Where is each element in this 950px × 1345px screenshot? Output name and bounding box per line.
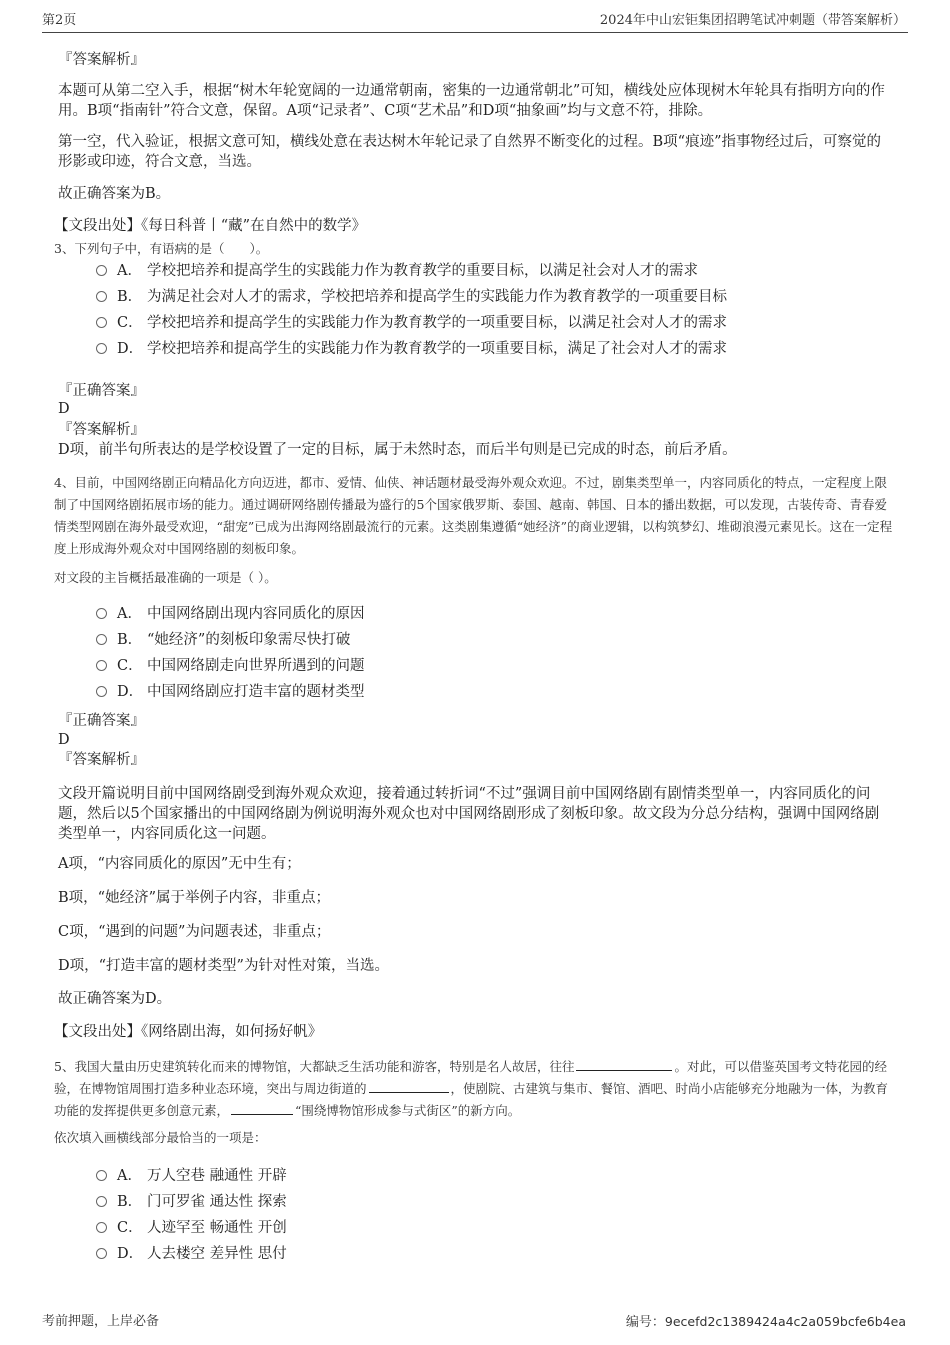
q2-analysis-para1: 本题可从第二空入手，根据“树木年轮宽阔的一边通常朝南，密集的一边通常朝北”可知，横线处应体现树木年轮具有指明方向的作用。B项“指南针”符合文意，保留。A项“记录者”、C项“艺术品”和D项“抽象画”均与文意不符，排除。	[58, 83, 885, 119]
document-title: 2024年中山宏钜集团招聘笔试冲刺题（带答案解析）	[599, 13, 906, 28]
fill-blank-1[interactable]	[576, 1056, 672, 1071]
q4-passage: 4、目前，中国网络剧正向精品化方向迈进，都市、爱情、仙侠、神话题材最受海外观众欢迎。不过，剧集类型单一，内容同质化的特点，一定程度上限制了中国网络剧拓展市场的能力。通过调研网络剧传播最为盛行的5个国家俄罗斯、泰国、越南、韩国、日本的播出数据，可以发现，古装传奇、青春爱情类型网剧在海外最受欢迎，“甜宠”已成为出海网络剧最流行的元素。这类剧集遵循“她经济”的商业逻辑，以构筑梦幻、堆砌浪漫元素见长。这在一定程度上形成海外观众对中国网络剧的刻板印象。	[54, 475, 893, 556]
radio-icon[interactable]	[96, 634, 107, 645]
q3-option-d[interactable]: D． 学校把培养和提高学生的实践能力作为教育教学的一项重要目标，满足了社会对人才的需求	[96, 338, 727, 360]
radio-icon[interactable]	[96, 608, 107, 619]
q4-option-a[interactable]: A． 中国网络剧出现内容同质化的原因	[96, 603, 365, 625]
radio-icon[interactable]	[96, 343, 107, 354]
radio-icon[interactable]	[96, 1222, 107, 1233]
q2-analysis-para2: 第一空，代入验证，根据文意可知，横线处意在表达树木年轮记录了自然界不断变化的过程。B项“痕迹”指事物经过后，可察觉的形影或印迹，符合文意，当选。	[58, 134, 881, 170]
radio-icon[interactable]	[96, 1196, 107, 1207]
q3-analysis: D项，前半句所表达的是学校设置了一定的目标，属于未然时态，而后半句则是已完成的时态，前后矛盾。	[58, 442, 737, 458]
q4-analysis-heading: 『答案解析』	[58, 752, 145, 768]
q3-analysis-heading: 『答案解析』	[58, 422, 145, 438]
q4-analysis-body: 文段开篇说明目前中国网络剧受到海外观众欢迎，接着通过转折词“不过”强调目前中国网络剧有剧情类型单一，内容同质化的问题，然后以5个国家播出的中国网络剧为例说明海外观众也对中国网络剧形成了刻板印象。故文段为分总分结构，强调中国网络剧类型单一，内容同质化这一问题。	[58, 786, 880, 842]
radio-icon[interactable]	[96, 686, 107, 697]
q4-option-c[interactable]: C． 中国网络剧走向世界所遇到的问题	[96, 655, 365, 677]
q4-answer-heading: 『正确答案』	[58, 713, 145, 729]
q4-option-b[interactable]: B． “她经济”的刻板印象需尽快打破	[96, 629, 350, 651]
q5-option-c[interactable]: C． 人迹罕至 畅通性 开创	[96, 1217, 287, 1239]
footer-slogan: 考前押题，上岸必备	[42, 1314, 160, 1329]
q3-answer-heading: 『正确答案』	[58, 383, 145, 399]
fill-blank-3[interactable]	[231, 1100, 293, 1115]
radio-icon[interactable]	[96, 1248, 107, 1259]
q4-source: 【文段出处】《网络剧出海，如何扬好帆》	[54, 1024, 323, 1040]
radio-icon[interactable]	[96, 265, 107, 276]
q2-source: 【文段出处】《每日科普丨“藏”在自然中的数学》	[54, 218, 367, 234]
q5-option-b[interactable]: B． 门可罗雀 通达性 探索	[96, 1191, 287, 1213]
q4-conclusion: 故正确答案为D。	[58, 991, 172, 1007]
radio-icon[interactable]	[96, 317, 107, 328]
q3-option-a[interactable]: A． 学校把培养和提高学生的实践能力作为教育教学的重要目标，以满足社会对人才的需求	[96, 260, 698, 282]
q4-answer: D	[58, 732, 70, 748]
q4-question: 对文段的主旨概括最准确的一项是（ ）。	[54, 570, 277, 585]
q4-option-d[interactable]: D． 中国网络剧应打造丰富的题材类型	[96, 681, 365, 703]
page-header	[42, 12, 908, 33]
q3-option-c[interactable]: C． 学校把培养和提高学生的实践能力作为教育教学的一项重要目标，以满足社会对人才的需求	[96, 312, 727, 334]
document-code: 编号：9ecefd2c1389424a4c2a059bcfe6b4ea	[625, 1314, 906, 1330]
q3-answer: D	[58, 401, 70, 417]
radio-icon[interactable]	[96, 1170, 107, 1181]
q5-option-d[interactable]: D． 人去楼空 差异性 思付	[96, 1243, 287, 1265]
q3-option-b[interactable]: B． 为满足社会对人才的需求，学校把培养和提高学生的实践能力作为教育教学的一项重要目标	[96, 286, 727, 308]
q5-question: 依次填入画横线部分最恰当的一项是：	[54, 1130, 267, 1145]
q4-analysis-c: C项，“遇到的问题”为问题表述，非重点；	[58, 924, 331, 940]
q4-analysis-a: A项，“内容同质化的原因”无中生有；	[58, 856, 301, 872]
q5-option-a[interactable]: A． 万人空巷 融通性 开辟	[96, 1165, 287, 1187]
q5-passage: 5、我国大量由历史建筑转化而来的博物馆，大都缺乏生活功能和游客，特别是名人故居，往往 。对此，可以借鉴英国考文特花园的经验，在博物馆周围打造多种业态环境，突出与周边街道的 ，使剧院、古建筑与集市、餐馆、酒吧、时尚小店能够充分地融为一体，为教育功能的发挥提供更多创意元素， “围绕博物馆形成参与式街区”的新方向。	[54, 1056, 894, 1122]
radio-icon[interactable]	[96, 660, 107, 671]
q2-analysis-heading: 『答案解析』	[58, 52, 145, 68]
q2-analysis-conclusion: 故正确答案为B。	[58, 186, 171, 202]
q3-stem: 3、下列句子中，有语病的是（ ）。	[54, 241, 269, 256]
radio-icon[interactable]	[96, 291, 107, 302]
q4-analysis-d: D项，“打造丰富的题材类型”为针对性对策，当选。	[58, 958, 389, 974]
q4-analysis-b: B项，“她经济”属于举例子内容，非重点；	[58, 890, 330, 906]
page-number: 第2页	[42, 13, 77, 28]
fill-blank-2[interactable]	[369, 1078, 449, 1093]
